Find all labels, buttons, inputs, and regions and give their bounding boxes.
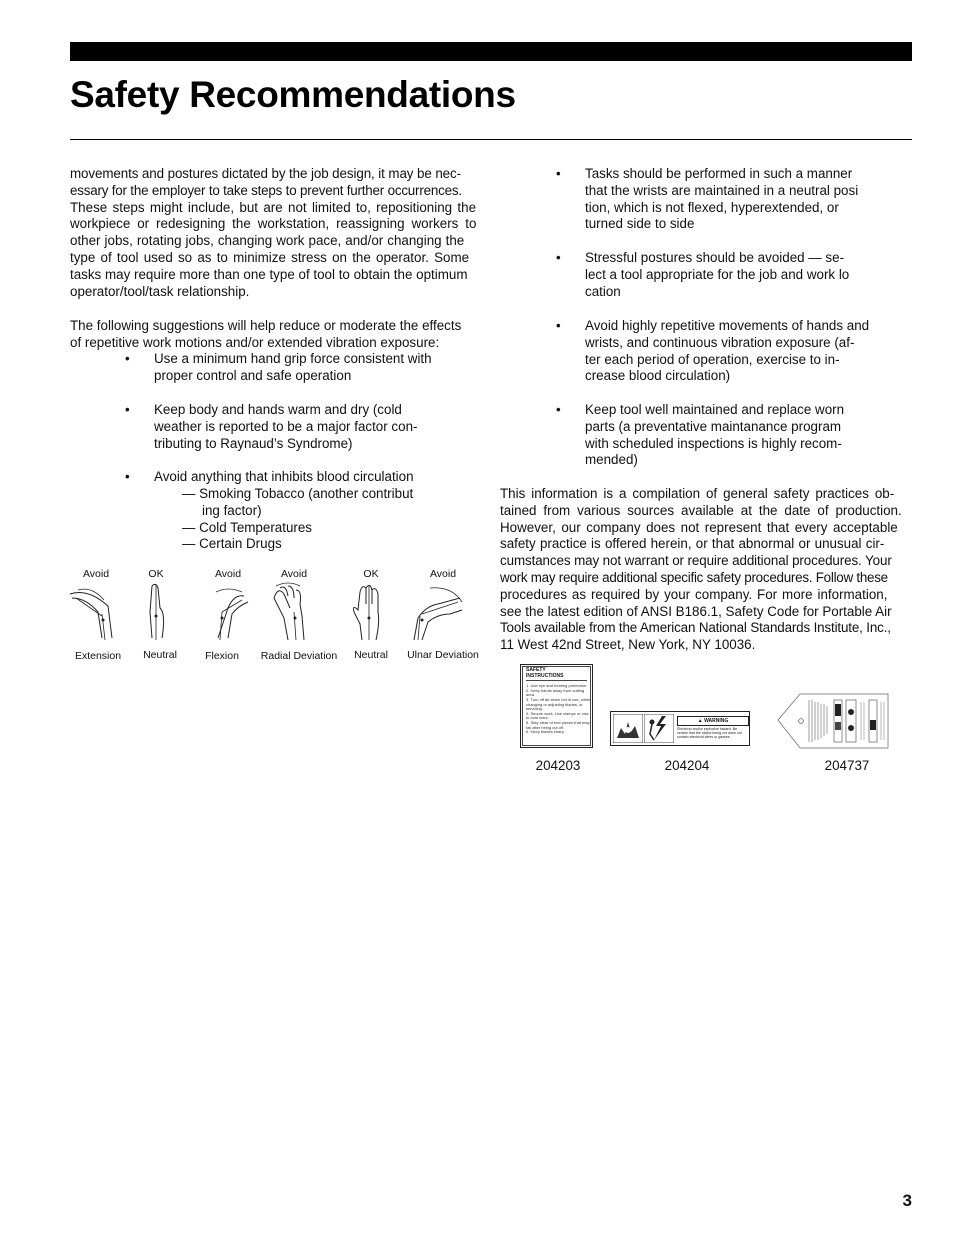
safety-card-title-line: SAFETY <box>526 667 546 673</box>
bullet-text: Tasks should be performed in such a manner <box>585 166 853 181</box>
text-line: The following suggestions will help reduce or moderate the effects <box>70 318 462 333</box>
bullet-dot: • <box>556 402 561 417</box>
text-line: of repetitive work motions and/or extended vibration exposure: <box>70 334 440 350</box>
bullet-text: Avoid anything that inhibits blood circulation <box>154 469 414 484</box>
page-number: 3 <box>902 1191 912 1210</box>
bullet-text: Use a minimum hand grip force consistent with <box>154 351 432 366</box>
hand-radial-deviation-icon <box>270 582 314 642</box>
figure-bottom-label: Neutral <box>354 649 388 661</box>
bullet-text: parts (a preventative maintanance program <box>585 418 842 434</box>
figure-bottom-label: Extension <box>74 650 122 662</box>
text-line: These steps might include, but are not limited to, repositioning the <box>70 199 477 215</box>
hand-neutral-icon <box>144 582 170 642</box>
bullet-text: tion, which is not flexed, hyperextended, or <box>585 199 839 215</box>
bullet-dot: • <box>556 318 561 333</box>
figure-bottom-label: Neutral <box>143 649 177 661</box>
hang-tag-label <box>768 692 892 750</box>
information-disclaimer <box>500 486 912 654</box>
safety-card-title <box>526 668 587 681</box>
safety-card-item: 4. Secure work. Use clamps or vise <box>526 710 589 716</box>
bullet-text: wrists, and continuous vibration exposure (af- <box>585 334 855 350</box>
warning-hazard-line: contain electrical wires or gasses. <box>677 735 731 740</box>
figure-top-label: Avoid <box>280 568 308 580</box>
part-number-204204: 204204 <box>664 758 710 773</box>
text-line: However, our company does not represent that every acceptable <box>500 519 898 535</box>
bullet-dot: • <box>125 351 130 366</box>
text-line: work may require additional specific safety procedures. Follow these <box>500 569 888 585</box>
bullet-text: turned side to side <box>585 216 695 232</box>
safety-card-item: 1. Use eye and hearing protection. <box>526 683 588 689</box>
safety-card-item: area. <box>526 692 536 698</box>
text-line: Tools available from the American National Standards Institute, Inc., <box>500 620 891 636</box>
text-line: workpiece or redesigning the workstation, reassigning workers to <box>70 216 477 232</box>
text-line: movements and postures dictated by the job design, it may be nec- <box>70 166 461 181</box>
text-line: procedures as required by your company. For more information, <box>500 586 888 602</box>
electrical-hazard-icon <box>644 714 674 743</box>
safety-card-item: servicing. <box>526 706 543 712</box>
text-line: tasks may require more than one type of tool to obtain the optimum <box>70 266 468 282</box>
bullet-text: lect a tool appropriate for the job and work lo <box>585 266 850 282</box>
bullet-text: mended) <box>585 452 638 468</box>
text-line: operator/tool/task relationship. <box>70 283 250 299</box>
part-number-204203: 204203 <box>535 758 581 773</box>
safety-card-item: changing or adjusting blades, or <box>526 701 583 707</box>
header-bar <box>70 42 912 61</box>
figure-top-label: OK <box>148 568 164 580</box>
safety-card-items <box>526 683 591 735</box>
bullet-dot: • <box>556 250 561 265</box>
text-line: This information is a compilation of general safety practices ob- <box>500 486 895 501</box>
text-line: essary for the employer to take steps to prevent further occurrences. <box>70 182 462 198</box>
figure-top-label: Avoid <box>429 568 457 580</box>
safety-card-title-line: INSTRUCTIONS <box>526 672 564 679</box>
text-line: cumstances may not warrant or require additional procedures. Your <box>500 553 892 569</box>
figure-top-label: OK <box>363 568 379 580</box>
bullet-text: crease blood circulation) <box>585 368 731 384</box>
bullet-text: that the wrists are maintained in a neutral posi <box>585 182 859 198</box>
part-number-204737: 204737 <box>824 758 870 773</box>
safety-card-item: fall after being cut off. <box>526 724 565 730</box>
warning-triangle-icon: ▲ <box>697 718 703 724</box>
warning-header <box>677 716 749 726</box>
warning-hazard-line: Electrical and/or explosive hazard. Be <box>677 727 738 731</box>
text-line: 11 West 42nd Street, New York, NY 10036. <box>500 637 756 653</box>
bullet-text: cation <box>585 283 621 299</box>
safety-card-item: to hold work. <box>526 715 549 721</box>
bullet-text: Keep body and hands warm and dry (cold <box>154 402 402 417</box>
explosion-hazard-icon <box>613 714 643 743</box>
text-line: see the latest edition of ANSI B186.1, Safety Code for Portable Air <box>500 603 892 619</box>
suggestions-intro <box>70 318 482 352</box>
text-line: type of tool used so as to minimize stress on the operator. Some <box>70 249 470 265</box>
bullet-text: tributing to Raynaud’s Syndrome) <box>154 435 353 451</box>
text-line: other jobs, rotating jobs, changing work pace, and/or changing the <box>70 233 465 249</box>
hand-ulnar-deviation-icon <box>408 584 466 642</box>
subitem-smoking-cont: ing factor) <box>202 503 262 518</box>
bullet-text: weather is reported to be a major factor con- <box>154 418 418 434</box>
bullet-text: ter each period of operation, exercise to in- <box>585 351 840 367</box>
figure-top-label: Avoid <box>82 568 110 580</box>
safety-card-item: 3. Turn off air when not in use, when <box>526 696 591 702</box>
bullet-text: with scheduled inspections is highly recom- <box>585 435 842 451</box>
hand-neutral-icon <box>350 582 386 642</box>
bullet-text: Keep tool well maintained and replace worn <box>585 402 845 417</box>
figure-bottom-label: Flexion <box>205 650 239 662</box>
bullet-text: Avoid highly repetitive movements of hands and <box>585 318 870 333</box>
bullet-text: proper control and safe operation <box>154 367 352 383</box>
figure-bottom-label: Ulnar Deviation <box>407 649 479 661</box>
bullet-dot: • <box>556 166 561 181</box>
hand-extension-icon <box>68 584 118 642</box>
subitem-drugs: — Certain Drugs <box>182 536 282 551</box>
title-rule <box>70 139 912 140</box>
safety-card-item: 2. Keep hands away from cutting <box>526 687 585 693</box>
subitem-cold: — Cold Temperatures <box>182 520 312 535</box>
warning-hazard-text <box>677 727 749 740</box>
page-title: Safety Recommendations <box>70 74 516 115</box>
bullet-dot: • <box>125 402 130 417</box>
subitem-smoking: — Smoking Tobacco (another contribut <box>182 486 414 501</box>
safety-card-item: 6. Keep blades sharp. <box>526 729 565 735</box>
hand-flexion-icon <box>208 584 250 642</box>
warning-label <box>610 711 750 746</box>
figure-top-label: Avoid <box>214 568 242 580</box>
figure-bottom-label: Radial Deviation <box>260 650 338 662</box>
warning-hazard-line: certain that the object being cut does not <box>677 731 742 736</box>
intro-paragraph <box>70 166 482 300</box>
text-line: tained from various sources available at the date of production. <box>500 502 902 518</box>
bullet-text: Stressful postures should be avoided — se- <box>585 250 845 265</box>
text-line: safety practice is offered herein, or that abnormal or unusual cir- <box>500 536 885 552</box>
warning-text: WARNING <box>704 718 729 724</box>
bullet-dot: • <box>125 469 130 484</box>
safety-card-item: 5. Stay clear of end pieces that may <box>526 719 590 725</box>
safety-instructions-label <box>520 664 593 748</box>
